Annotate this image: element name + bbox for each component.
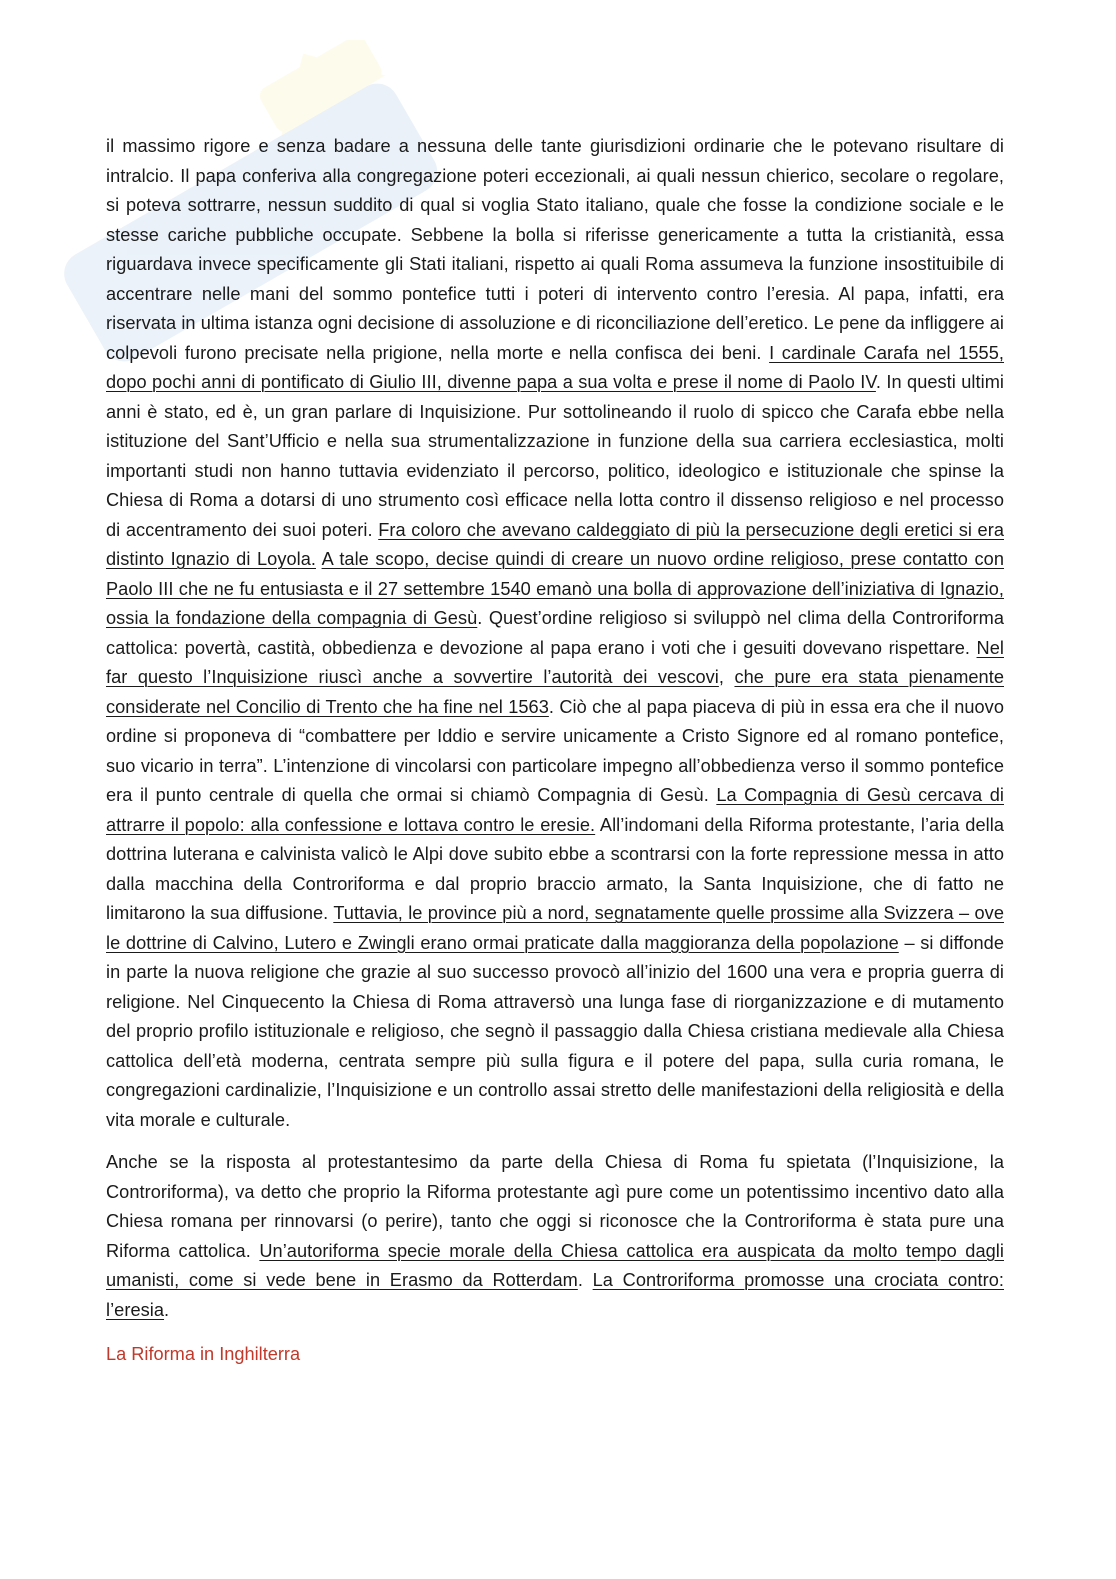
text-run: il massimo rigore e senza badare a nessuna delle tante giurisdizioni ordinarie che le potevano risultare di intralcio. Il papa conferiva alla congregazione poteri eccezionali, ai quali nessun chierico, secolare o regolare, si poteva sottrarre, nessun suddito di qual si voglia Stato italiano, quale che fosse la condizione sociale e le stesse cariche pubbliche occupate. Sebbene la bolla si riferisse genericamente a tutta la cristianità, essa riguardava invece specificamente gli Stati italiani, rispetto ai quali Roma assumeva la funzione insostituibile di accentrare nelle mani del sommo pontefice tutti i poteri di intervento contro l’eresia. Al papa, infatti, era riservata in ultima istanza ogni decisione di assoluzione e di riconciliazione dell’eretico. Le pene da infliggere ai colpevoli furono precisate nella prigione, nella morte e nella confisca dei beni. xyxy=(106,136,1004,363)
text-run: All’indomani della Riforma protestante, l’aria della dottrina luterana e calvinista valicò le Alpi dove subito ebbe a scontrarsi con la forte repressione messa in atto dalla macchina della Controriforma e dal proprio braccio armato, la Santa Inquisizione, che di fatto ne limitarono la sua diffusione. xyxy=(106,814,1004,923)
underlined-text: che pure era stata pienamente considerate nel Concilio di Trento che ha fine nel 1563 xyxy=(106,667,1004,717)
text-run: . In questi ultimi anni è stato, ed è, un gran parlare di Inquisizione. Pur sottolineando il ruolo di spicco che Carafa ebbe nella istituzione del Sant’Ufficio e nella sua strumentalizzazione in funzione della sua carriera ecclesiastica, molti importanti studi non hanno tuttavia evidenziato il percorso, politico, ideologico e istituzionale che spinse la Chiesa di Roma a dotarsi di uno strumento così efficace nella lotta contro il dissenso religioso e nel processo di accentramento dei suoi poteri. xyxy=(106,372,1004,540)
text-run: . Ciò che al papa piaceva di più in essa era che il nuovo ordine si proponeva di “combattere per Iddio e servire unicamente a Cristo Signore ed al romano pontefice, suo vicario in terra”. L’intenzione di vincolarsi con particolare impegno all’obbedienza verso il sommo pontefice era il punto centrale di quella che ormai si chiamò Compagnia di Gesù. xyxy=(106,696,1004,805)
underlined-text: Nel far questo l’Inquisizione riuscì anche a sovvertire l’autorità dei vescovi xyxy=(106,637,1004,687)
body-paragraph xyxy=(106,132,1004,1135)
underlined-text: Tuttavia, le province più a nord, segnatamente quelle prossime alla Svizzera – ove le dottrine di Calvino, Lutero e Zwingli erano ormai praticate dalla maggioranza della popolazione xyxy=(106,903,1004,953)
text-run: Anche se la risposta al protestantesimo da parte della Chiesa di Roma fu spietata (l’Inquisizione, la Controriforma), va detto che proprio la Riforma protestante agì pure come un potentissimo incentivo dato alla Chiesa romana per rinnovarsi (o perire), tanto che oggi si riconosce che la Controriforma è stata pure una Riforma cattolica. xyxy=(106,1152,1004,1261)
text-run: . xyxy=(164,1299,170,1320)
text-run: . Quest’ordine religioso si sviluppò nel clima della Controriforma cattolica: povertà, castità, obbedienza e devozione al papa erano i voti che i gesuiti dovevano rispettare. xyxy=(106,608,1004,658)
document-page xyxy=(106,132,1004,1370)
underlined-text: La Compagnia di Gesù cercava di attrarre il popolo: alla confessione e lottava contro le eresie. xyxy=(106,785,1004,835)
section-heading: La Riforma in Inghilterra xyxy=(106,1344,301,1364)
text-run: . xyxy=(577,1270,593,1290)
underlined-text: Fra coloro che avevano caldeggiato di più la persecuzione degli eretici si era distinto Ignazio di Loyola. xyxy=(106,519,1004,569)
underlined-text: A tale scopo, decise quindi di creare un nuovo ordine religioso, prese contatto con Paolo III che ne fu entusiasta e il 27 settembre 1540 emanò una bolla di approvazione dell’iniziativa di Ignazio, ossia la fondazione della compagnia di Gesù xyxy=(106,549,1005,628)
underlined-text: Un’autoriforma specie morale della Chiesa cattolica era auspicata da molto tempo dagli umanisti, come si vede bene in Erasmo da Rotterdam xyxy=(106,1240,1004,1290)
body-paragraph xyxy=(106,1148,1004,1325)
text-run: , xyxy=(718,667,735,687)
underlined-text: La Controriforma promosse una crociata contro: l’eresia xyxy=(106,1270,1004,1320)
text-run: – si diffonde in parte la nuova religione che grazie al suo successo provocò all’inizio del 1600 una vera e propria guerra di religione. Nel Cinquecento la Chiesa di Roma attraversò una lunga fase di riorganizzazione e di mutamento del proprio profilo istituzionale e religioso, che segnò il passaggio dalla Chiesa cristiana medievale alla Chiesa cattolica dell’età moderna, centrata sempre più sulla figura e il potere del papa, sulla curia romana, le congregazioni cardinalizie, l’Inquisizione e un controllo assai stretto delle manifestazioni della religiosità e della vita morale e culturale. xyxy=(106,932,1004,1130)
underlined-text: I cardinale Carafa nel 1555, dopo pochi anni di pontificato di Giulio III, divenne papa a sua volta e prese il nome di Paolo IV xyxy=(106,342,1004,392)
